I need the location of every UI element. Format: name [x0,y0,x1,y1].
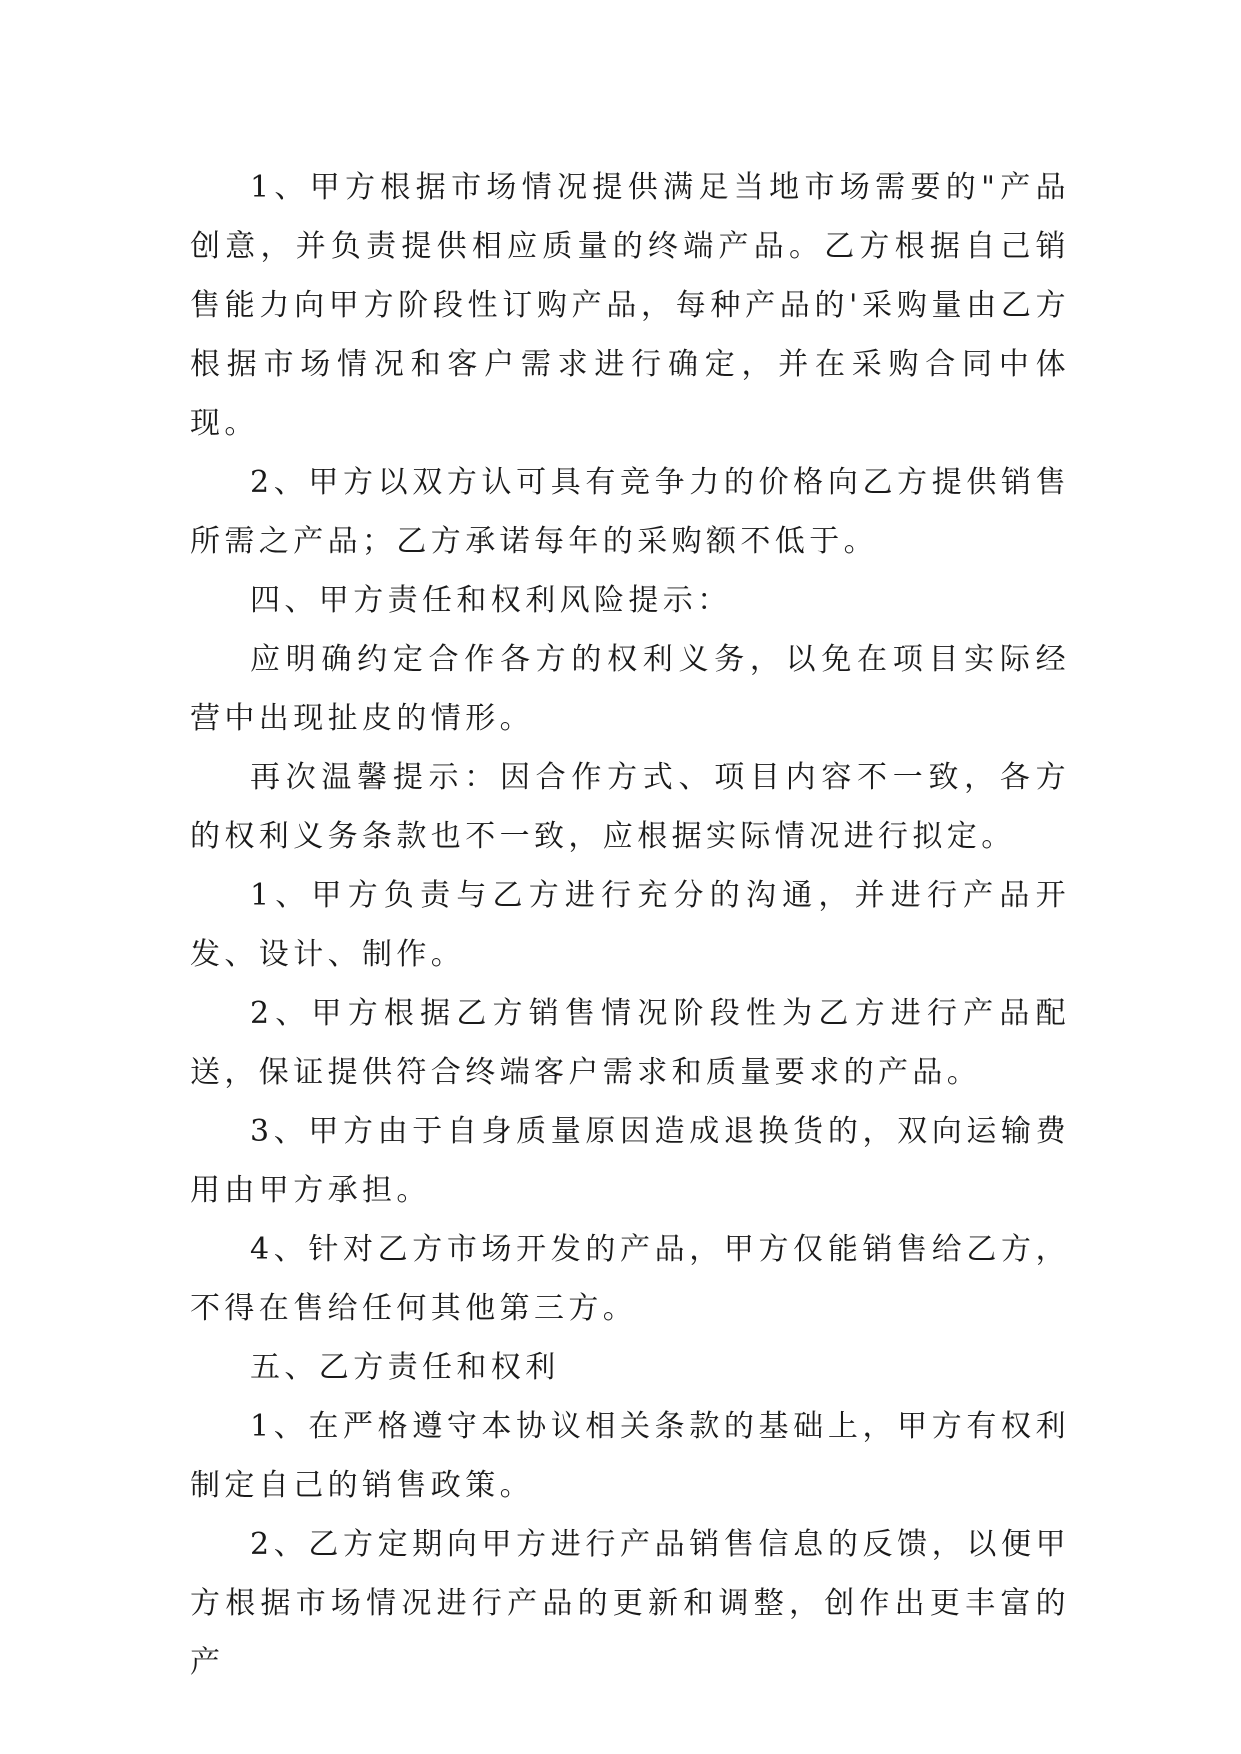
paragraph: 1、在严格遵守本协议相关条款的基础上，甲方有权利制定自己的销售政策。 [190,1409,1070,1503]
paragraph: 2、甲方根据乙方销售情况阶段性为乙方进行产品配送，保证提供符合终端客户需求和质量要求的产品。 [190,996,1070,1090]
section-heading: 五、乙方责任和权利 [250,1350,560,1385]
paragraph: 2、甲方以双方认可具有竞争力的价格向乙方提供销售所需之产品；乙方承诺每年的采购额不低于。 [190,465,1070,559]
paragraph: 1、甲方根据市场情况提供满足当地市场需要的"产品创意，并负责提供相应质量的终端产品。乙方根据自己销售能力向甲方阶段性订购产品，每种产品的'采购量由乙方根据市场情况和客户需求进行确定，并在采购合同中体现。 [190,170,1070,441]
paragraph: 4、针对乙方市场开发的产品，甲方仅能销售给乙方，不得在售给任何其他第三方。 [190,1232,1070,1326]
section-heading: 四、甲方责任和权利风险提示： [250,583,732,618]
paragraph: 1、甲方负责与乙方进行充分的沟通，并进行产品开发、设计、制作。 [190,878,1070,972]
paragraph: 再次温馨提示：因合作方式、项目内容不一致，各方的权利义务条款也不一致，应根据实际情况进行拟定。 [190,760,1070,854]
document-body [190,158,1070,1692]
paragraph: 应明确约定合作各方的权利义务，以免在项目实际经营中出现扯皮的情形。 [190,642,1070,736]
paragraph: 3、甲方由于自身质量原因造成退换货的，双向运输费用由甲方承担。 [190,1114,1070,1208]
paragraph: 2、乙方定期向甲方进行产品销售信息的反馈，以便甲方根据市场情况进行产品的更新和调整，创作出更丰富的产 [190,1527,1070,1680]
